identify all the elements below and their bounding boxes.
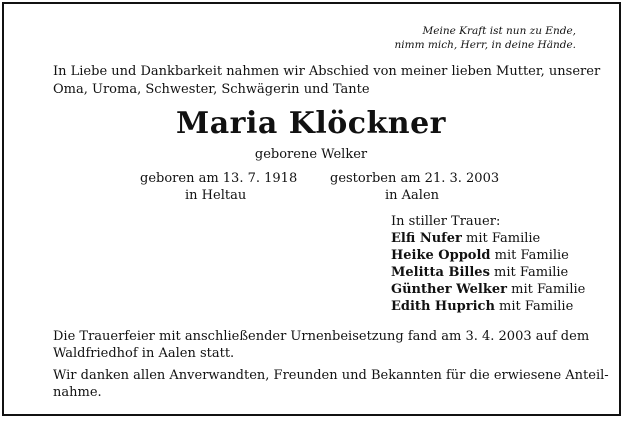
mourner-entry xyxy=(391,230,585,247)
intro-line-2: Oma, Uroma, Schwester, Schwägerin und Tante xyxy=(53,82,370,97)
funeral-info xyxy=(53,328,609,362)
death-date: gestorben am 21. 3. 2003 xyxy=(330,171,500,186)
mourner-entry xyxy=(391,281,585,298)
footer-text xyxy=(53,328,609,406)
thanks-info xyxy=(53,367,609,401)
motto-line-2: nimm mich, Herr, in deine Hände. xyxy=(394,39,576,51)
maiden-name: geborene Welker xyxy=(254,147,368,162)
mourner-name: Elfi Nufer xyxy=(391,231,462,246)
mourner-entry xyxy=(391,298,585,315)
birth-date: geboren am 13. 7. 1918 xyxy=(140,171,298,186)
mourner-name: Günther Welker xyxy=(391,282,507,297)
mourners-heading: In stiller Trauer: xyxy=(391,214,501,229)
thanks-line-1: Wir danken allen Anverwandten, Freunden und Bekannten für die erwiesene Anteil- xyxy=(53,368,609,383)
mourner-name: Melitta Billes xyxy=(391,265,490,280)
intro-text xyxy=(53,63,600,99)
birth-place: in Heltau xyxy=(185,188,247,203)
deceased-name: Maria Klöckner xyxy=(176,106,446,141)
intro-line-1: In Liebe und Dankbarkeit nahmen wir Abschied von meiner lieben Mutter, unserer xyxy=(53,64,601,79)
mourner-suffix: mit Familie xyxy=(461,231,541,246)
death-info xyxy=(330,170,499,204)
mourner-name: Heike Oppold xyxy=(391,248,491,263)
mourner-name: Edith Huprich xyxy=(391,299,495,314)
mourner-suffix: mit Familie xyxy=(494,299,574,314)
mourner-suffix: mit Familie xyxy=(490,248,569,263)
death-place: in Aalen xyxy=(385,188,440,203)
motto xyxy=(395,24,576,52)
mourner-entry xyxy=(391,247,585,264)
mourner-suffix: mit Familie xyxy=(489,265,569,280)
funeral-line-1: Die Trauerfeier mit anschließender Urnenbeisetzung fand am 3. 4. 2003 auf dem xyxy=(53,329,590,344)
mourner-entry xyxy=(391,264,585,281)
funeral-line-2: Waldfriedhof in Aalen statt. xyxy=(53,346,235,361)
birth-info xyxy=(140,170,297,204)
mourner-suffix: mit Familie xyxy=(506,282,586,297)
thanks-line-2: nahme. xyxy=(53,385,102,400)
motto-line-1: Meine Kraft ist nun zu Ende, xyxy=(422,25,576,37)
mourners-list xyxy=(391,213,585,315)
